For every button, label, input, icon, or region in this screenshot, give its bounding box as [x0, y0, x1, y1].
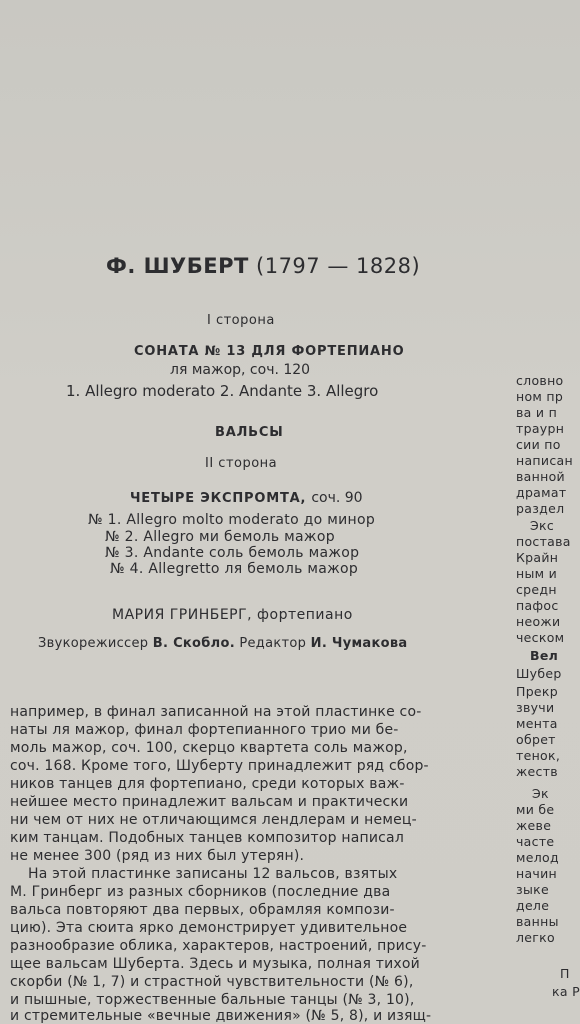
side-two-label: II сторона [205, 456, 278, 471]
right-column-line: ми бе [516, 802, 555, 817]
right-column-line: жеств [516, 764, 558, 779]
right-column-line: начин [516, 866, 558, 881]
impromptu-item: № 2. Allegro ми бемоль мажор [105, 529, 335, 545]
right-column-line: мелод [516, 850, 559, 865]
sonata-movements: 1. Allegro moderato 2. Andante 3. Allegro [66, 382, 379, 400]
right-column-line: частe [516, 834, 555, 849]
right-column-line: Шубер [516, 666, 562, 681]
right-column-line: ванной [516, 469, 565, 484]
right-column-line: траурн [516, 421, 565, 436]
right-column-line: ва и п [516, 405, 558, 420]
right-column-line: драмат [516, 485, 567, 500]
composer-name: Ф. ШУБЕРТ [106, 254, 249, 278]
impromptus-title: ЧЕТЫРЕ ЭКСПРОМТА, [130, 491, 307, 506]
right-column-line: ка Р [552, 984, 580, 999]
body-line: соч. 168. Кроме того, Шуберту принадлежит ряд сбор- [10, 758, 429, 774]
impromptu-item: № 4. Allegretto ля бемоль мажор [110, 561, 359, 577]
body-line: ким танцам. Подобных танцев композитор написал [10, 830, 404, 846]
composer-title [106, 254, 420, 278]
body-line: моль мажор, соч. 100, скерцо квартета соль мажор, [10, 740, 408, 756]
sonata-key: ля мажор, соч. 120 [170, 362, 311, 378]
right-column-line: легко [516, 930, 555, 945]
sonata-title: СОНАТА № 13 ДЛЯ ФОРТЕПИАНО [134, 344, 405, 359]
right-column-line: зыке [516, 882, 549, 897]
engineer-name: В. Скобло. [152, 636, 235, 651]
impromptus-opus: соч. 90 [311, 490, 363, 506]
right-column-line: пафос [516, 598, 559, 613]
body-line: На этой пластинке записаны 12 вальсов, взятых [28, 866, 398, 882]
right-column-line: Прекр [516, 684, 559, 699]
impromptu-item: № 1. Allegro molto moderato до минор [88, 512, 376, 528]
body-line: например, в финал записанной на этой пластинке со- [10, 704, 422, 720]
editor-name: И. Чумакова [310, 636, 408, 651]
body-line: вальса повторяют два первых, обрамляя компози- [10, 902, 395, 918]
body-line: наты ля мажор, финал фортепианного трио ми бе- [10, 722, 399, 738]
right-column-line: постава [516, 534, 571, 549]
right-column-line: ном пр [516, 389, 564, 404]
body-line: М. Гринберг из разных сборников (последние два [10, 884, 391, 900]
body-line: и пышные, торжественные бальные танцы (№ 3, 10), [10, 992, 415, 1008]
right-column-line: мента [516, 716, 558, 731]
right-column-line: средн [516, 582, 557, 597]
right-column-line: Эк [532, 786, 549, 801]
body-line: нейшее место принадлежит вальсам и практически [10, 794, 409, 810]
right-column-line: словно [516, 373, 564, 388]
right-column-line: П [560, 966, 570, 981]
right-column-line: обрет [516, 732, 556, 747]
composer-years: (1797 — 1828) [256, 254, 421, 278]
editor-label: Редактор [239, 636, 307, 651]
credits-line [38, 636, 407, 651]
right-column-line: сии по [516, 437, 561, 452]
right-column-line: Экс [530, 518, 555, 533]
body-line: ников танцев для фортепиано, среди которых важ- [10, 776, 405, 792]
right-column-line: деле [516, 898, 550, 913]
body-line: разнообразие облика, характеров, настроений, прису- [10, 938, 427, 954]
impromptu-item: № 3. Andante соль бемоль мажор [105, 545, 360, 561]
right-column-line: звучи [516, 700, 555, 715]
side-one-label: I сторона [207, 313, 275, 328]
right-column-line: написан [516, 453, 573, 468]
right-column-line: ческом [516, 630, 565, 645]
right-column-line: Крайн [516, 550, 559, 565]
body-line: цию). Эта сюита ярко демонстрирует удивительное [10, 920, 408, 936]
right-column-line: Вел [530, 648, 559, 663]
body-line: не менее 300 (ряд из них был утерян). [10, 848, 305, 864]
body-line: и стремительные «вечные движения» (№ 5, 8), и изящ- [10, 1008, 432, 1024]
engineer-label: Звукорежиссер [38, 636, 149, 651]
impromptus-heading [130, 487, 363, 506]
right-column-line: ванны [516, 914, 559, 929]
right-column-line: раздел [516, 501, 565, 516]
performer: МАРИЯ ГРИНБЕРГ, фортепиано [112, 607, 353, 623]
body-line: ни чем от них не отличающимся лендлерам и немец- [10, 812, 417, 828]
right-column-line: тенок, [516, 748, 561, 763]
right-column-line: ным и [516, 566, 558, 581]
body-line: щее вальсам Шуберта. Здесь и музыка, полная тихой [10, 956, 420, 972]
body-line: скорби (№ 1, 7) и страстной чувствительности (№ 6), [10, 974, 414, 990]
right-column-line: неожи [516, 614, 561, 629]
right-column-line: жеве [516, 818, 552, 833]
waltzes-title: ВАЛЬСЫ [215, 425, 284, 440]
